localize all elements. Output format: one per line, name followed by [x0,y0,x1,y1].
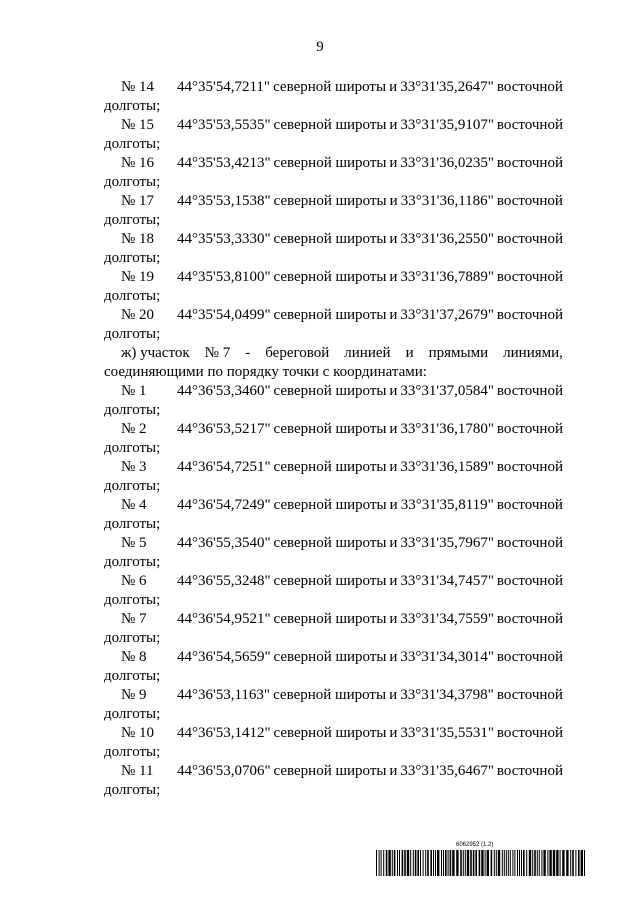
subsection-word: - [245,345,251,361]
longitude-label: восточной [496,155,563,171]
longitude-tail: долготы; [104,744,161,760]
coordinate-line [104,154,563,173]
latitude-value: 44°36'54,5659" [177,649,271,665]
longitude-tail: долготы; [104,98,161,114]
longitude-tail: долготы; [104,630,161,646]
latitude-label: северной широты [273,307,387,323]
coordinate-line [104,724,563,743]
point-number: № 1 [121,383,147,399]
latitude-value: 44°35'53,4213" [177,155,271,171]
coordinate-line [104,306,563,325]
point-number: № 11 [121,763,154,779]
subsection-heading-line2: соединяющими по порядку точки с координатами: [104,364,427,380]
subsection-heading [104,344,563,382]
coordinate-line [104,762,563,781]
longitude-value: 33°31'35,9107" [400,117,494,133]
longitude-label: восточной [496,573,563,589]
coordinate-entry [104,78,563,116]
coordinate-line [104,78,563,97]
latitude-value: 44°36'54,7251" [177,459,271,475]
longitude-label: восточной [496,649,563,665]
subsection-word: прямыми [428,345,489,361]
coordinate-entry [104,572,563,610]
latitude-label: северной широты [273,687,387,703]
conjunction: и [389,117,398,133]
longitude-tail: долготы; [104,288,161,304]
point-and-latitude [121,154,271,173]
coordinate-entry [104,648,563,686]
longitude-value: 33°31'35,6467" [400,763,494,779]
coordinate-line [104,116,563,135]
longitude-label: восточной [496,535,563,551]
latitude-value: 44°36'53,1412" [177,725,271,741]
point-and-latitude [121,534,271,553]
conjunction: и [389,649,398,665]
subsection-word: линиями, [503,345,563,361]
latitude-label: северной широты [273,155,387,171]
point-number: № 18 [121,231,155,247]
latitude-label: северной широты [273,497,387,513]
point-number: № 3 [121,459,147,475]
point-number: № 19 [121,269,155,285]
coordinate-entry [104,534,563,572]
longitude-tail: долготы; [104,478,161,494]
longitude-label: восточной [496,421,563,437]
latitude-label: северной широты [273,231,387,247]
longitude-tail: долготы; [104,136,161,152]
latitude-value: 44°35'53,1538" [177,193,271,209]
longitude-label: восточной [496,307,563,323]
latitude-value: 44°35'53,3330" [177,231,271,247]
longitude-value: 33°31'37,0584" [400,383,494,399]
latitude-label: северной широты [273,269,387,285]
subsection-word: береговой [265,345,330,361]
conjunction: и [389,687,398,703]
point-and-latitude [121,230,271,249]
latitude-value: 44°35'53,5535" [177,117,271,133]
coordinate-line [104,572,563,591]
coordinate-line [104,192,563,211]
point-and-latitude [121,762,271,781]
coordinate-entry [104,382,563,420]
longitude-value: 33°31'34,3014" [400,649,494,665]
longitude-label: восточной [496,79,563,95]
coordinate-line [104,648,563,667]
point-number: № 15 [121,117,155,133]
longitude-tail: долготы; [104,212,161,228]
point-and-latitude [121,78,270,97]
coordinate-entry [104,268,563,306]
coordinate-line [104,686,563,705]
longitude-value: 33°31'36,0235" [400,155,494,171]
point-and-latitude [121,686,270,705]
longitude-label: восточной [496,231,563,247]
coordinate-entry [104,192,563,230]
coordinate-entry [104,116,563,154]
longitude-tail: долготы; [104,440,161,456]
latitude-label: северной широты [273,573,387,589]
latitude-label: северной широты [273,649,387,665]
longitude-tail: долготы; [104,706,161,722]
coordinate-line [104,382,563,401]
longitude-value: 33°31'35,5531" [400,725,494,741]
latitude-label: северной широты [273,117,387,133]
longitude-value: 33°31'36,7889" [400,269,494,285]
coordinate-line [104,534,563,553]
longitude-label: восточной [496,725,563,741]
conjunction: и [389,497,398,513]
point-number: № 8 [121,649,147,665]
conjunction: и [389,79,398,95]
longitude-value: 33°31'35,7967" [400,535,494,551]
coordinate-list-after [104,382,563,800]
latitude-value: 44°36'53,3460" [177,383,271,399]
conjunction: и [389,763,398,779]
point-number: № 10 [121,725,155,741]
subsection-word: ж) участок [121,345,190,361]
conjunction: и [389,459,398,475]
conjunction: и [389,193,398,209]
latitude-label: северной широты [273,611,387,627]
point-and-latitude [121,306,271,325]
coordinate-entry [104,420,563,458]
coordinate-entry [104,724,563,762]
latitude-value: 44°36'54,7249" [177,497,271,513]
longitude-value: 33°31'36,1780" [400,421,494,437]
point-number: № 20 [121,307,155,323]
coordinate-entry [104,458,563,496]
coordinate-list-before [104,78,563,344]
longitude-value: 33°31'36,2550" [400,231,494,247]
point-number: № 9 [121,687,147,703]
point-number: № 6 [121,573,147,589]
coordinate-line [104,610,563,629]
subsection-word: линией [344,345,391,361]
longitude-tail: долготы; [104,554,161,570]
coordinate-entry [104,496,563,534]
longitude-value: 33°31'34,3798" [400,687,494,703]
longitude-value: 33°31'34,7559" [400,611,494,627]
coordinate-entry [104,306,563,344]
coordinate-entry [104,686,563,724]
point-and-latitude [121,572,271,591]
longitude-tail: долготы; [104,326,161,342]
latitude-label: северной широты [273,383,387,399]
longitude-value: 33°31'36,1186" [400,193,494,209]
longitude-label: восточной [496,611,563,627]
latitude-value: 44°36'53,1163" [177,687,271,703]
page-number: 9 [316,39,324,55]
latitude-value: 44°36'53,5217" [177,421,271,437]
coordinate-line [104,458,563,477]
longitude-tail: долготы; [104,250,161,266]
conjunction: и [389,535,398,551]
subsection-heading-line1 [104,344,563,363]
latitude-label: северной широты [273,725,387,741]
coordinate-entry [104,610,563,648]
longitude-tail: долготы; [104,668,161,684]
latitude-label: северной широты [273,421,387,437]
longitude-label: восточной [496,193,563,209]
longitude-tail: долготы; [104,782,161,798]
point-and-latitude [121,458,271,477]
subsection-word: № 7 [204,345,231,361]
longitude-value: 33°31'34,7457" [400,573,494,589]
conjunction: и [389,725,398,741]
latitude-value: 44°36'54,9521" [177,611,271,627]
latitude-label: северной широты [273,79,387,95]
longitude-label: восточной [496,117,563,133]
coordinate-line [104,420,563,439]
longitude-label: восточной [496,383,563,399]
coordinate-line [104,230,563,249]
point-number: № 5 [121,535,147,551]
latitude-label: северной широты [273,535,387,551]
longitude-value: 33°31'37,2679" [400,307,494,323]
point-and-latitude [121,268,271,287]
point-and-latitude [121,610,271,629]
longitude-label: восточной [496,763,563,779]
latitude-label: северной широты [273,459,387,475]
longitude-label: восточной [496,269,563,285]
longitude-tail: долготы; [104,592,161,608]
longitude-tail: долготы; [104,402,161,418]
conjunction: и [389,231,398,247]
conjunction: и [389,573,398,589]
latitude-value: 44°35'54,0499" [177,307,271,323]
coordinate-entry [104,762,563,800]
longitude-label: восточной [496,687,563,703]
conjunction: и [389,611,398,627]
point-number: № 7 [121,611,147,627]
point-number: № 2 [121,421,147,437]
document-body [104,78,563,800]
coordinate-entry [104,230,563,268]
latitude-value: 44°35'54,7211" [177,79,271,95]
coordinate-line [104,496,563,515]
conjunction: и [389,155,398,171]
latitude-value: 44°36'55,3540" [177,535,271,551]
point-number: № 4 [121,497,147,513]
point-and-latitude [121,116,271,135]
longitude-label: восточной [496,459,563,475]
longitude-value: 33°31'36,1589" [400,459,494,475]
latitude-value: 44°36'53,0706" [177,763,271,779]
longitude-label: восточной [496,497,563,513]
latitude-value: 44°35'53,8100" [177,269,271,285]
point-number: № 16 [121,155,155,171]
longitude-value: 33°31'35,2647" [400,79,494,95]
latitude-label: северной широты [273,763,387,779]
subsection-word: и [405,345,414,361]
point-and-latitude [121,496,271,515]
conjunction: и [389,383,398,399]
point-number: № 14 [121,79,155,95]
longitude-value: 33°31'35,8119" [400,497,494,513]
coordinate-line [104,268,563,287]
point-and-latitude [121,382,271,401]
point-and-latitude [121,648,271,667]
longitude-tail: долготы; [104,516,161,532]
longitude-tail: долготы; [104,174,161,190]
point-and-latitude [121,724,271,743]
conjunction: и [389,307,398,323]
latitude-value: 44°36'55,3248" [177,573,271,589]
latitude-label: северной широты [273,193,387,209]
point-and-latitude [121,420,271,439]
conjunction: и [389,269,398,285]
document-code: 6062952 (1.2) [456,842,494,848]
point-and-latitude [121,192,271,211]
point-number: № 17 [121,193,155,209]
coordinate-entry [104,154,563,192]
barcode-image [376,850,586,876]
conjunction: и [389,421,398,437]
